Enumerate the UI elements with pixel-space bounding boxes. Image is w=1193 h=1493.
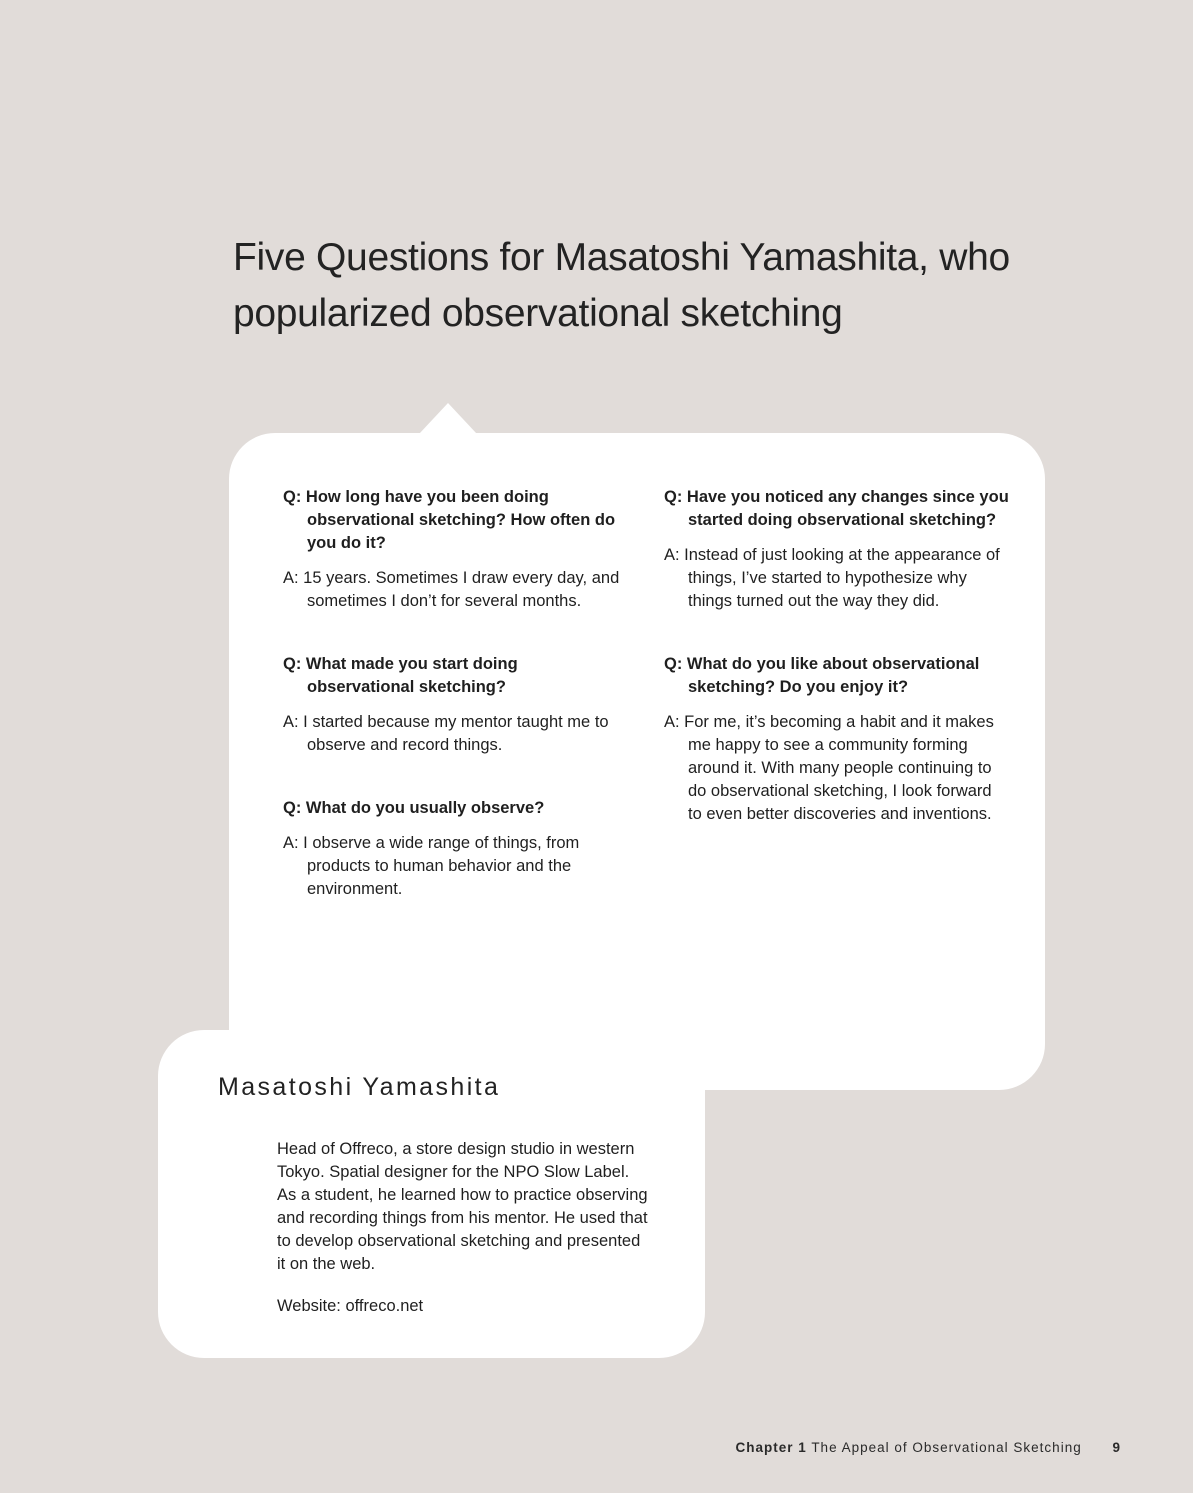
question-text: Q: Have you noticed any changes since you started doing observational sketching? xyxy=(664,488,1009,529)
qa-item xyxy=(283,653,628,757)
page-title-line-1: Five Questions for Masatoshi Yamashita, who xyxy=(233,236,1010,279)
qa-column-right xyxy=(664,486,1009,866)
speech-bubble-pointer xyxy=(419,403,477,434)
footer-chapter-title: The Appeal of Observational Sketching xyxy=(811,1440,1082,1455)
qa-item xyxy=(283,486,628,613)
page-title-line-2: popularized observational sketching xyxy=(233,292,843,335)
answer-text: A: 15 years. Sometimes I draw every day, and sometimes I don’t for several months. xyxy=(283,569,620,610)
qa-item xyxy=(664,486,1009,613)
qa-column-left xyxy=(283,486,628,941)
question-text: Q: What do you like about observational sketching? Do you enjoy it? xyxy=(664,655,980,696)
qa-item xyxy=(283,797,628,901)
answer-text: A: For me, it’s becoming a habit and it makes me happy to see a community forming around it. With many people continuing to do observational sketching, I look forward to even better discoveries and inventions. xyxy=(664,713,994,823)
page-footer xyxy=(736,1440,1121,1455)
qa-item xyxy=(664,653,1009,826)
question-text: Q: What made you start doing observational sketching? xyxy=(283,655,518,696)
answer-text: A: Instead of just looking at the appearance of things, I’ve started to hypothesize why things turned out the way they did. xyxy=(664,546,1000,610)
question-text: Q: What do you usually observe? xyxy=(283,799,545,817)
page-title xyxy=(233,230,1093,342)
page-number: 9 xyxy=(1112,1440,1121,1455)
bio-description: Head of Offreco, a store design studio in western Tokyo. Spatial designer for the NPO Slow Label. As a student, he learned how to practice observing and recording things from his mentor. He used that to develop observational sketching and presented it on the web. xyxy=(277,1140,648,1273)
question-text: Q: How long have you been doing observational sketching? How often do you do it? xyxy=(283,488,616,552)
bio-name: Masatoshi Yamashita xyxy=(218,1073,501,1101)
bio-website: Website: offreco.net xyxy=(277,1297,424,1315)
answer-text: A: I observe a wide range of things, from products to human behavior and the environment. xyxy=(283,834,580,898)
answer-text: A: I started because my mentor taught me to observe and record things. xyxy=(283,713,609,754)
footer-chapter-label: Chapter 1 xyxy=(735,1440,807,1455)
